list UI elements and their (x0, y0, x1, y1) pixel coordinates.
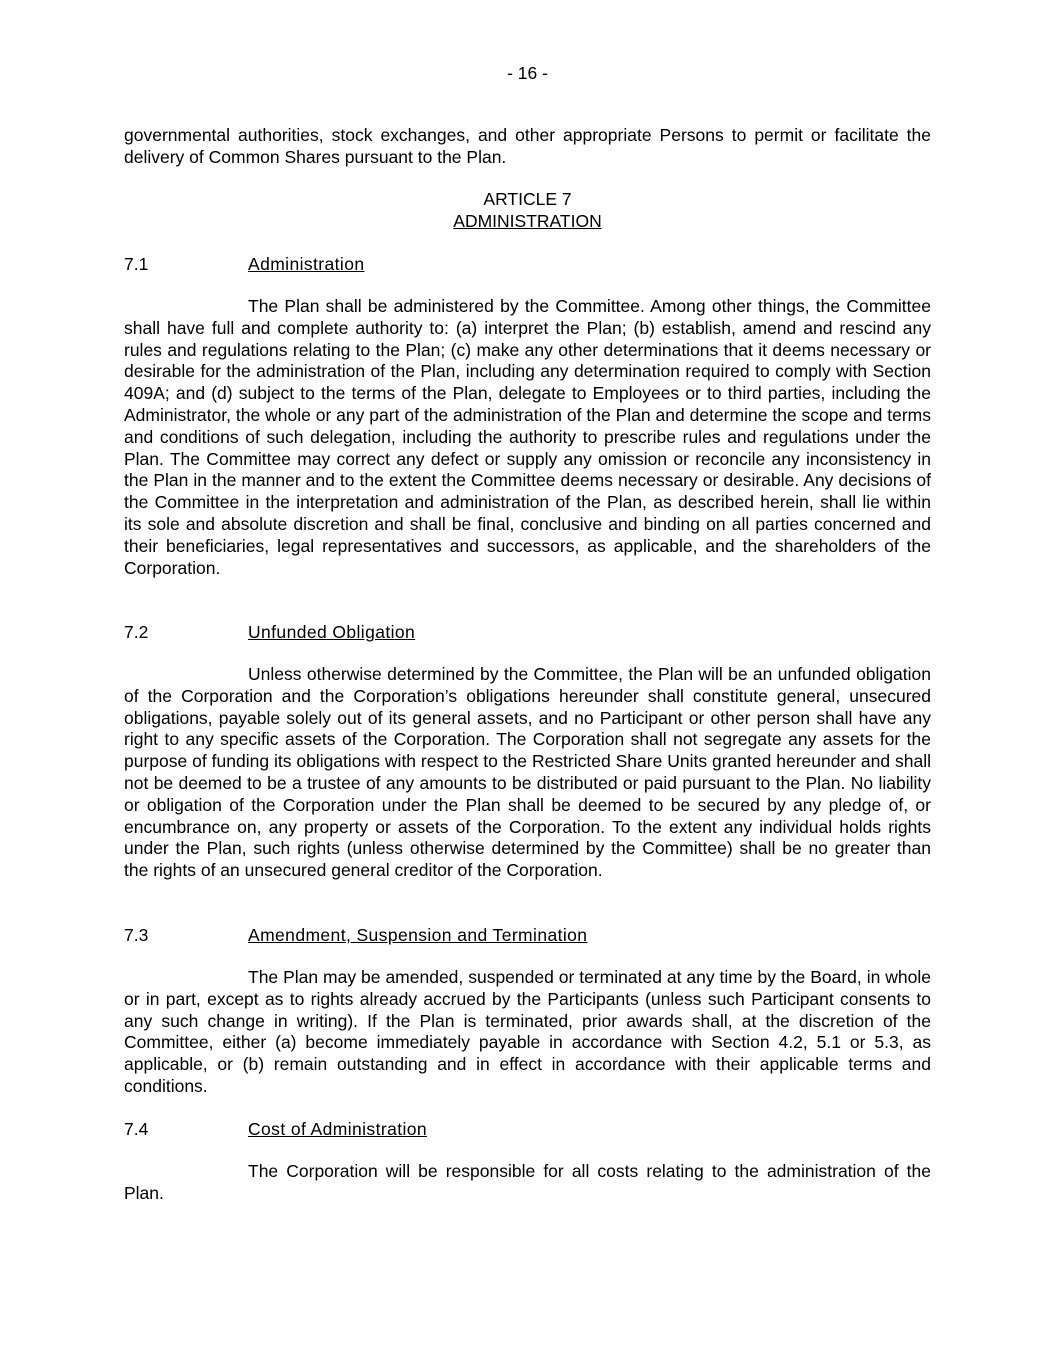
section-number: 7.1 (124, 254, 149, 274)
article-heading (124, 189, 931, 233)
section-title: Cost of Administration (248, 1119, 428, 1139)
section-number: 7.3 (124, 925, 149, 945)
section-number: 7.2 (124, 622, 149, 642)
section-heading-7-4 (124, 1119, 931, 1141)
section-body-7-1: The Plan shall be administered by the Committee. Among other things, the Committee shall have full and complete authority to: (a) interpret the Plan; (b) establish, amend and rescind any rules and regulations relating to the Plan; (c) make any other determinations that it deems necessary or desirable for the administration of the Plan, including any determination required to comply with Section 409A; and (d) subject to the terms of the Plan, delegate to Employees or to third parties, including the Administrator, the whole or any part of the administration of the Plan and determine the scope and terms and conditions of such delegation, including the authority to prescribe rules and regulations under the Plan. The Committee may correct any defect or supply any omission or reconcile any inconsistency in the Plan in the manner and to the extent the Committee deems necessary or desirable. Any decisions of the Committee in the interpretation and administration of the Plan, as described herein, shall lie within its sole and absolute discretion and shall be final, conclusive and binding on all parties concerned and their beneficiaries, legal representatives and successors, as applicable, and the shareholders of the Corporation. (124, 296, 931, 578)
section-number: 7.4 (124, 1119, 149, 1139)
section-body-7-3: The Plan may be amended, suspended or terminated at any time by the Board, in whole or in part, except as to rights already accrued by the Participants (unless such Participant consents to any such change in writing). If the Plan is terminated, prior awards shall, at the discretion of the Committee, either (a) become immediately payable in accordance with Section 4.2, 5.1 or 5.3, as applicable, or (b) remain outstanding and in effect in accordance with their applicable terms and conditions. (124, 967, 931, 1096)
section-body-7-4: The Corporation will be responsible for all costs relating to the administration of the Plan. (124, 1161, 931, 1203)
page-number: - 16 - (507, 63, 548, 83)
article-number: ARTICLE 7 (483, 189, 572, 209)
section-title: Administration (248, 254, 365, 274)
article-title: ADMINISTRATION (453, 210, 602, 231)
intro-paragraph: governmental authorities, stock exchanges, and other appropriate Persons to permit or facilitate the delivery of Common Shares pursuant to the Plan. (124, 125, 931, 167)
section-heading-7-3 (124, 925, 931, 947)
section-title: Unfunded Obligation (248, 622, 416, 642)
section-heading-7-1 (124, 254, 931, 276)
section-body-7-2: Unless otherwise determined by the Committee, the Plan will be an unfunded obligation of the Corporation and the Corporation’s obligations hereunder shall constitute general, unsecured obligations, payable solely out of its general assets, and no Participant or other person shall have any right to any specific assets of the Corporation. The Corporation shall not segregate any assets for the purpose of funding its obligations with respect to the Restricted Share Units granted hereunder and shall not be deemed to be a trustee of any amounts to be distributed or paid pursuant to the Plan. No liability or obligation of the Corporation under the Plan shall be deemed to be secured by any pledge of, or encumbrance on, any property or assets of the Corporation. To the extent any individual holds rights under the Plan, such rights (unless otherwise determined by the Committee) shall be no greater than the rights of an unsecured general creditor of the Corporation. (124, 664, 931, 881)
section-heading-7-2 (124, 622, 931, 644)
section-title: Amendment, Suspension and Termination (248, 925, 588, 945)
